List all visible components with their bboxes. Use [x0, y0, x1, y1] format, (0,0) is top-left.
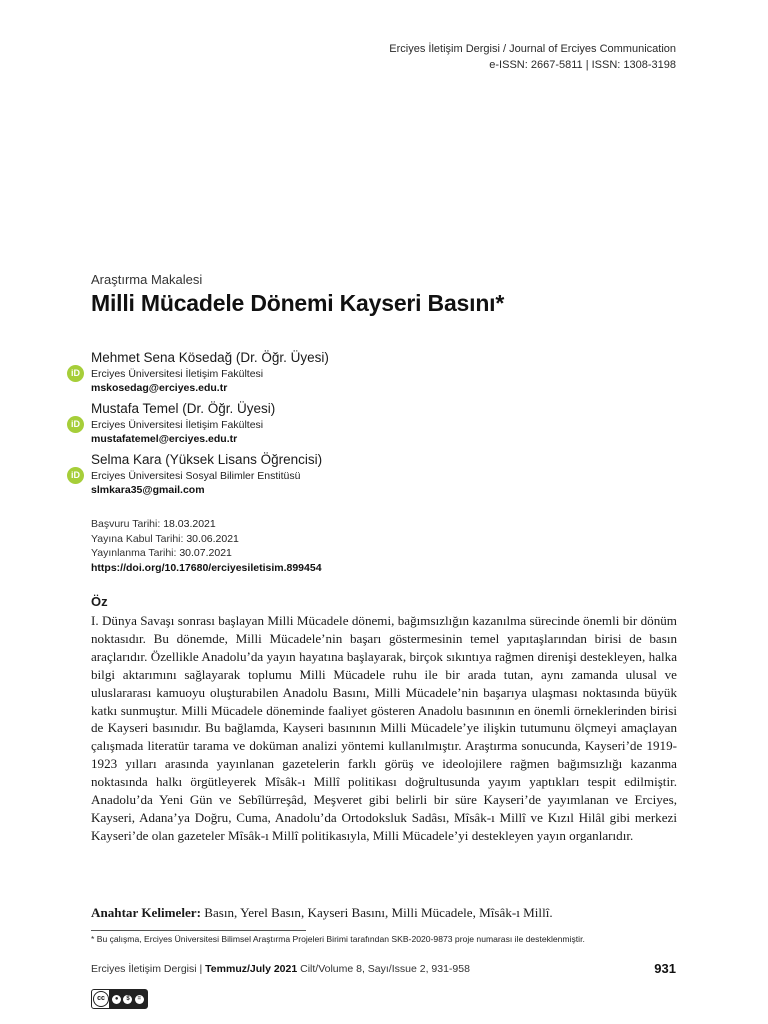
author-name: Selma Kara (Yüksek Lisans Öğrencisi)	[91, 452, 323, 467]
author-name: Mustafa Temel (Dr. Öğr. Üyesi)	[91, 401, 276, 416]
author-entry	[67, 400, 687, 446]
doi-link[interactable]: https://doi.org/10.17680/erciyesiletisim.899454	[91, 561, 322, 574]
keywords-list: Basın, Yerel Basın, Kayseri Basını, Milli Mücadele, Mîsâk-ı Millî.	[200, 905, 553, 920]
cc-nd-icon: =	[135, 995, 144, 1004]
author-email[interactable]: mustafatemel@erciyes.edu.tr	[91, 433, 238, 445]
author-entry	[67, 349, 687, 395]
cc-nc-icon: $	[123, 995, 132, 1004]
author-entry	[67, 451, 687, 497]
cc-license-icon[interactable]	[91, 989, 148, 1009]
author-list	[67, 349, 687, 502]
orcid-icon[interactable]: iD	[67, 365, 84, 382]
keywords	[91, 904, 677, 922]
footnote-divider	[91, 930, 306, 931]
author-name: Mehmet Sena Kösedağ (Dr. Öğr. Üyesi)	[91, 350, 329, 365]
article-dates	[91, 517, 322, 575]
journal-name: Erciyes İletişim Dergisi / Journal of Erciyes Communication	[389, 43, 676, 55]
cc-badges	[109, 990, 147, 1008]
author-affiliation: Erciyes Üniversitesi İletişim Fakültesi	[91, 419, 264, 431]
cc-by-icon: ●	[112, 995, 121, 1004]
submitted-date: Başvuru Tarihi: 18.03.2021	[91, 518, 216, 530]
published-date: Yayınlanma Tarihi: 30.07.2021	[91, 547, 232, 559]
footnote: * Bu çalışma, Erciyes Üniversitesi Bilimsel Araştırma Projeleri Birimi tarafından SKB-2020-9873 proje numarası ile desteklenmiştir.	[91, 934, 585, 944]
author-affiliation: Erciyes Üniversitesi İletişim Fakültesi	[91, 368, 264, 380]
journal-header	[389, 41, 676, 73]
author-email[interactable]: mskosedag@erciyes.edu.tr	[91, 382, 228, 394]
accepted-date: Yayına Kabul Tarihi: 30.06.2021	[91, 532, 239, 545]
page-number: 931	[654, 961, 676, 976]
issn-line: e-ISSN: 2667-5811 | ISSN: 1308-3198	[489, 59, 676, 71]
article-type: Araştırma Makalesi	[91, 272, 203, 287]
keywords-label: Anahtar Kelimeler:	[91, 905, 201, 920]
page-footer: Erciyes İletişim Dergisi | Temmuz/July 2021 Cilt/Volume 8, Sayı/Issue 2, 931-958	[91, 963, 470, 975]
orcid-icon[interactable]: iD	[67, 416, 84, 433]
author-affiliation: Erciyes Üniversitesi Sosyal Bilimler Enstitüsü	[91, 470, 301, 482]
orcid-icon[interactable]: iD	[67, 467, 84, 484]
cc-logo-icon: cc	[93, 991, 109, 1007]
article-title: Milli Mücadele Dönemi Kayseri Basını*	[91, 290, 505, 316]
abstract-heading: Öz	[91, 594, 108, 609]
abstract-text: I. Dünya Savaşı sonrası başlayan Milli Mücadele dönemi, bağımsızlığın kazanılma sürecinde önemli bir dönüm noktasıdır. Bu dönemde, Milli Mücadele’nin başarı göstermesinin temel yapıtaşlarından birisi de basın araçlarıdır. Özellikle Anadolu’da yayın hayatına başlayarak, birçok sıkıntıya rağmen direnişi destekleyen, halka bilgi aktarımını sağlayarak toplumu Milli Mücadele ruhu ile bir arada tutan, aynı zamanda ulusal ve uluslararası kamuoyu oluşturabilen Anadolu Basını, Milli Mücadele’nin başarıya ulaşması noktasında büyük katkı sunmuştur. Milli Mücadele döneminde faaliyet gösteren Anadolu basınının en önemli örneklerinden birisi de Kayseri basınıdır. Bu bağlamda, Kayseri basınının Milli Mücadele’ye ilişkin tutumunu ölçmeyi amaçlayan çalışmada literatür tarama ve doküman analizi yöntemi kullanılmıştır. Araştırma sonucunda, Kayseri’de 1919-1923 yılları arasında yayınlanan gazetelerin farklı görüş ve ideolojilere rağmen bağımsızlığı kazanma noktasında halkı örgütleyerek Mîsâk-ı Millî politikası doğrultusunda yayım yaptıkları tespit edilmiştir. Anadolu’da Yeni Gün ve Sebîlürreşâd, Meşveret gibi belirli bir süre Kayseri’de yayımlanan ve Erciyes, Kayseri, Adana’ya Doğru, Cuma, Anadolu’da Ortodoksluk Sadâsı, Mîsâk-ı Millî ve Kızıl Hilâl gibi merkezi Kayseri’de olan gazeteler Mîsâk-ı Millî politikasıyla, Milli Mücadele’yi destekleyen yayın organlarıdır.	[91, 613, 677, 843]
author-email[interactable]: slmkara35@gmail.com	[91, 484, 205, 496]
